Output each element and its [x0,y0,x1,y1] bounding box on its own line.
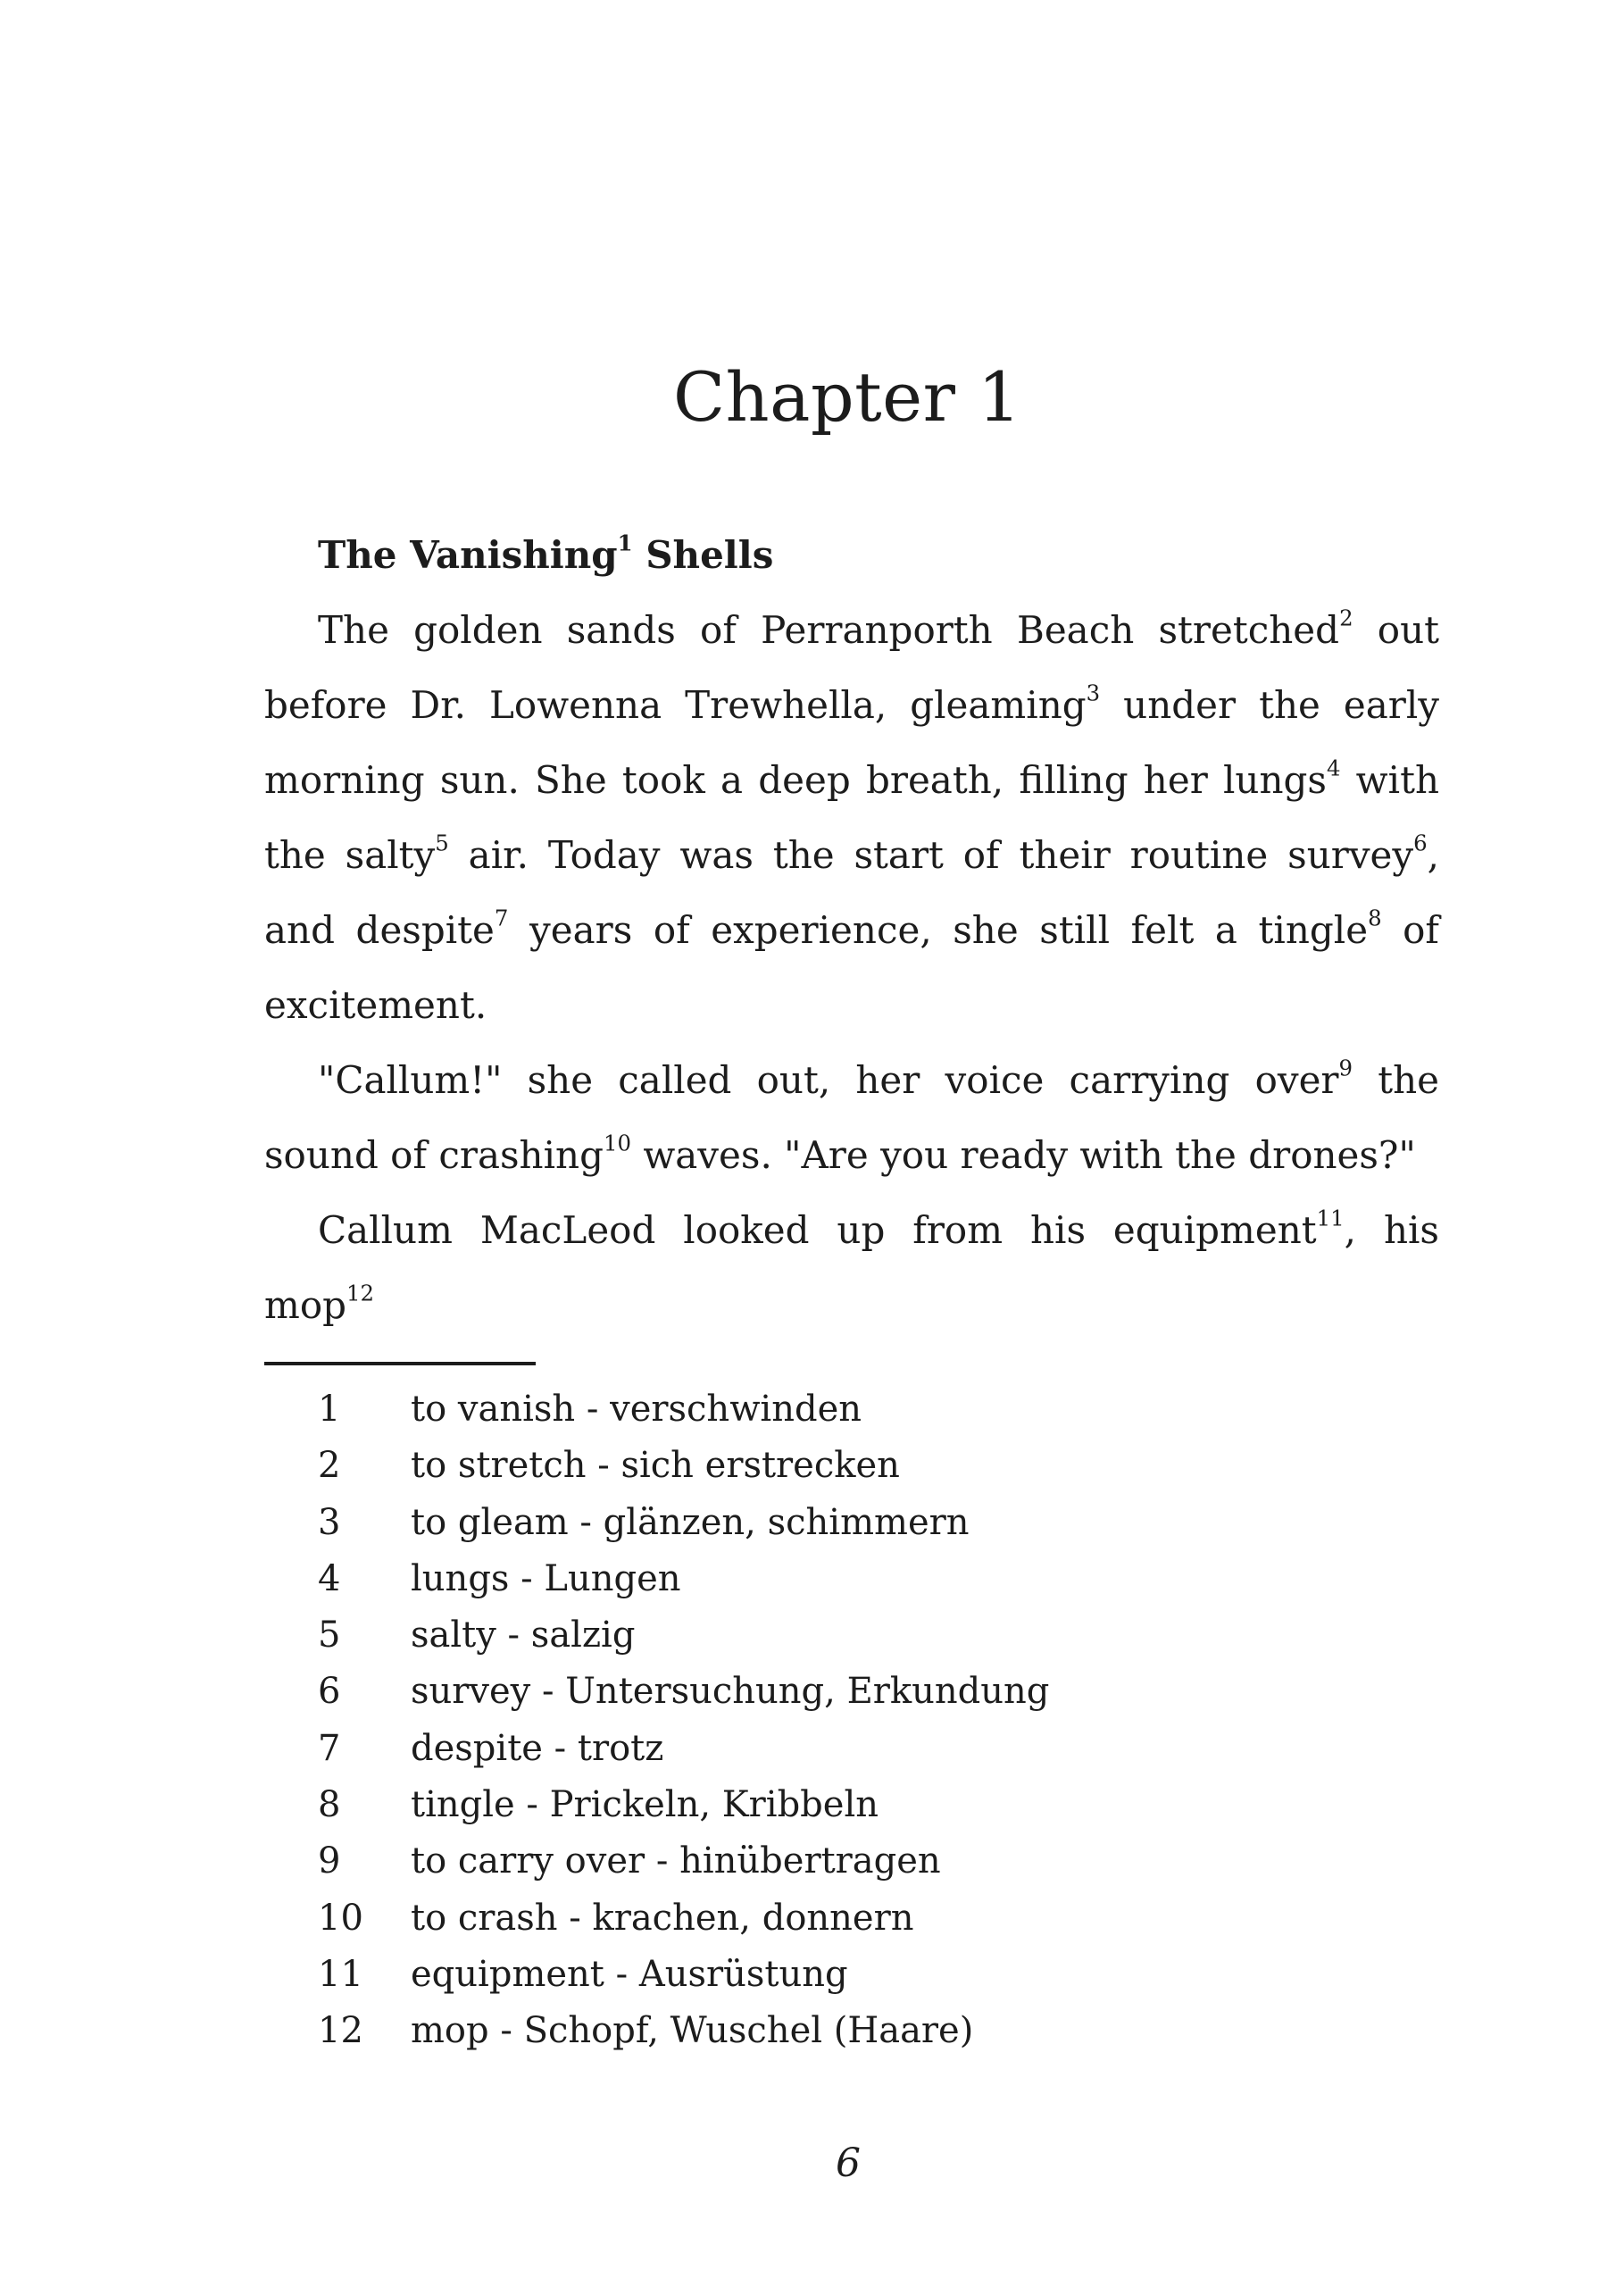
paragraph-text: years of experience, she still felt a tingle [508,908,1369,952]
footnote-ref[interactable]: 4 [1326,755,1341,781]
footnote-item [264,1607,1425,1664]
footnote-text: equipment - Ausrüstung [411,1953,848,1995]
footnote-text: to vanish - verschwinden [411,1389,862,1430]
footnote-number: 1 [318,1389,341,1430]
footnote-number: 9 [318,1840,341,1882]
footnote-item [264,1777,1425,1833]
footnote-ref[interactable]: 3 [1086,680,1101,706]
paragraph-text: the sound of crashing [264,1058,1439,1177]
footnote-ref[interactable]: 6 [1413,830,1428,856]
footnote-ref[interactable]: 10 [603,1130,631,1156]
footnote-number: 8 [318,1784,341,1826]
section-title-rest: Shells [632,533,774,577]
footnote-item [264,1551,1425,1607]
footnote-text: to carry over - hinübertragen [411,1840,941,1882]
section-title [264,518,1439,593]
paragraph-text: waves. "Are you ready with the drones?" [630,1133,1416,1177]
footnote-number: 3 [318,1501,341,1543]
footnote-item [264,1833,1425,1890]
footnote-ref[interactable]: 9 [1338,1055,1353,1081]
footnote-text: to stretch - sich erstrecken [411,1445,900,1487]
paragraph-text: of excitement. [264,908,1439,1027]
paragraph-text: out before Dr. Lowenna Trewhella, gleaming [264,608,1439,727]
footnote-text: mop - Schopf, Wuschel (Haare) [411,2010,974,2052]
footnote-ref[interactable]: 8 [1368,905,1382,931]
paragraph-text: , and despite [264,833,1439,952]
footnote-ref[interactable]: 7 [494,905,509,931]
body-paragraph [264,1043,1439,1193]
paragraph-text: , his mop [264,1208,1439,1327]
footnote-number: 7 [318,1727,341,1769]
paragraph-text: air. Today was the start of their routine survey [448,833,1414,877]
footnote-item [264,2003,1425,2059]
footnote-text: tingle - Prickeln, Kribbeln [411,1784,879,1826]
footnote-ref[interactable]: 1 [617,530,633,556]
footnote-number: 12 [318,2010,363,2052]
paragraph-text: The golden sands of Perranporth Beach stretched [318,608,1340,652]
paragraph-text: "Callum!" she called out, her voice carrying over [318,1058,1339,1102]
footnote-number: 5 [318,1615,341,1656]
footnote-text: despite - trotz [411,1727,664,1769]
paragraph-text: with the salty [264,758,1439,877]
footnote-text: survey - Untersuchung, Erkundung [411,1671,1050,1713]
body-paragraph [264,593,1439,1043]
footnote-number: 11 [318,1953,363,1995]
footnote-item [264,1495,1425,1551]
footnote-ref[interactable]: 2 [1339,605,1353,631]
body-paragraph [264,1193,1439,1343]
footnote-item [264,1890,1425,1947]
footnote-text: lungs - Lungen [411,1557,681,1599]
footnote-number: 4 [318,1557,341,1599]
footnote-divider [264,1362,536,1365]
footnote-list [264,1381,1425,2060]
footnote-item [264,1721,1425,1777]
footnote-ref[interactable]: 12 [346,1280,374,1306]
footnote-number: 2 [318,1445,341,1487]
footnote-item [264,1947,1425,2003]
paragraph-text: under the early morning sun. She took a deep breath, filling her lungs [264,683,1440,802]
body-text [264,518,1439,1343]
footnote-ref[interactable]: 11 [1316,1205,1345,1231]
footnote-ref[interactable]: 5 [435,830,449,856]
page-number: 6 [836,2140,861,2186]
footnote-item [264,1381,1425,1438]
footnote-item [264,1664,1425,1720]
paragraph-text: Callum MacLeod looked up from his equipment [318,1208,1317,1252]
footnote-text: salty - salzig [411,1615,636,1656]
footnote-text: to gleam - glänzen, schimmern [411,1501,970,1543]
footnote-item [264,1438,1425,1494]
section-title-text: The Vanishing [318,533,618,577]
footnote-number: 6 [318,1671,341,1713]
chapter-title: Chapter 1 [673,357,1021,437]
paragraphs [264,593,1439,1343]
footnote-number: 10 [318,1897,363,1939]
footnote-text: to crash - krachen, donnern [411,1897,914,1939]
